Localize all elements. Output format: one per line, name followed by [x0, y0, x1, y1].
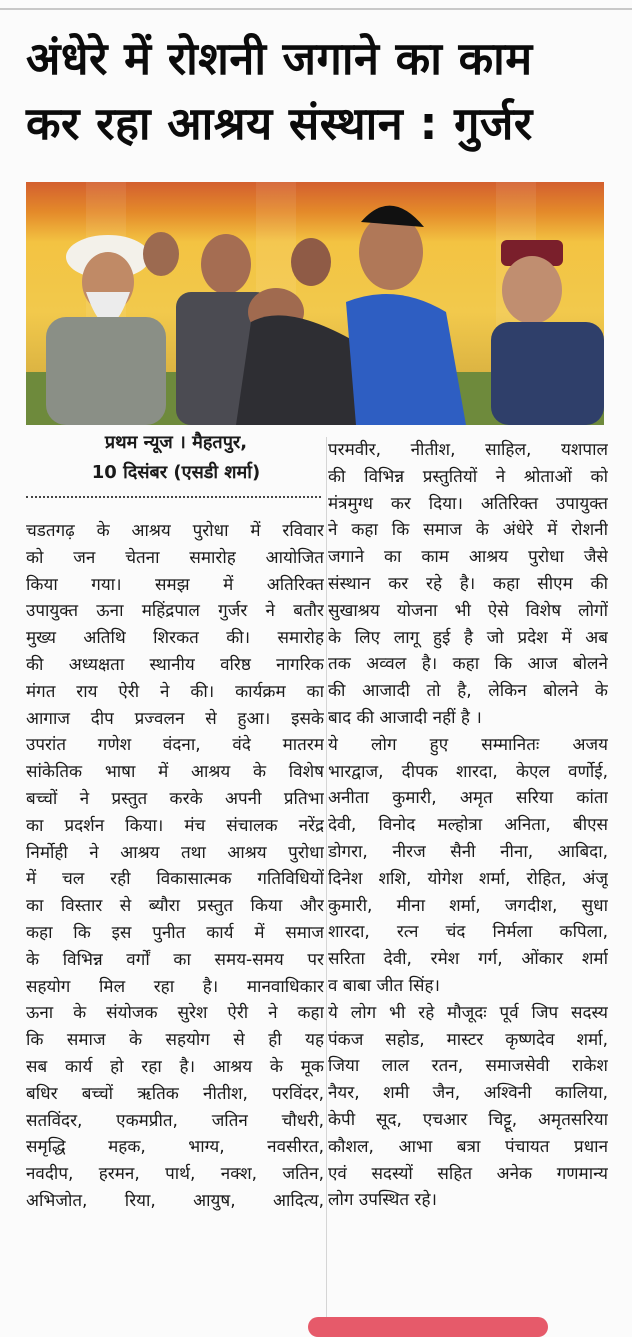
article-body-left-column	[26, 518, 324, 1215]
body-line: आगाज दीप प्रज्वलन से हुआ। इसके	[26, 708, 324, 729]
body-line: जिया लाल रतन, समाजसेवी राकेश	[328, 1056, 608, 1077]
body-line: अनीता कुमारी, अमृत सरिया कांता	[328, 788, 608, 809]
body-line: परमवीर, नीतीश, साहिल, यशपाल	[328, 440, 608, 460]
body-line: की अध्यक्षता स्थानीय वरिष्ठ नागरिक	[26, 654, 324, 675]
body-line: भारद्वाज, दीपक शारदा, केएल वर्णोई,	[328, 761, 608, 782]
body-line: के लिए लागू हुई है जो प्रदेश में अब	[328, 627, 608, 648]
body-line: केपी सूद, एचआर चिट्टू, अमृतसरिया	[328, 1109, 608, 1130]
article-headline	[26, 26, 611, 156]
body-line: दिनेश शशि, योगेश शर्मा, रोहित, अंजू	[328, 868, 608, 889]
body-line: बच्चों ने प्रस्तुत करके अपनी प्रतिभा	[26, 788, 324, 809]
body-line: को जन चेतना समारोह आयोजित	[26, 547, 324, 568]
body-line: उपायुक्त ऊना महिंद्रपाल गुर्जर ने बतौर	[26, 601, 324, 622]
body-line: पंकज सहोड, मास्टर कृष्णदेव शर्मा,	[328, 1029, 608, 1050]
body-line: समृद्धि महक, भाग्य, नवसीरत,	[26, 1137, 324, 1158]
body-line: का प्रदर्शन किया। मंच संचालक नरेंद्र	[26, 815, 324, 836]
body-line: निर्मोही ने आश्रय तथा आश्रय पुरोधा	[26, 842, 324, 863]
body-line: नैयर, शमी जैन, अश्विनी कालिया,	[328, 1083, 608, 1104]
body-line: डोगरा, नीरज सैनी नीना, आबिदा,	[328, 841, 608, 862]
body-line: में चल रही विकासात्मक गतिविधियों	[26, 869, 324, 890]
body-line: नवदीप, हरमन, पार्थ, नक्श, जतिन,	[26, 1164, 324, 1185]
body-line: के विभिन्न वर्गों का समय-समय पर	[26, 949, 324, 970]
body-line: एवं सदस्यों सहित अनेक गणमान्य	[328, 1163, 608, 1184]
body-line: कौशल, आभा बत्रा पंचायत प्रधान	[328, 1136, 608, 1157]
body-line: सहयोग मिल रहा है। मानवाधिकार	[26, 976, 324, 997]
section-lead-honored: ये लोग हुए सम्मानितः अजय	[328, 734, 608, 755]
body-line: मंगत राय ऐरी ने की। कार्यक्रम का	[26, 681, 324, 702]
byline-dotted-rule	[26, 496, 321, 498]
body-line: संस्थान कर रहे है। कहा सीएम की	[328, 573, 608, 594]
bottom-overlay-pill	[308, 1317, 548, 1337]
body-line: कुमारी, मीना शर्मा, जगदीश, सुधा	[328, 895, 608, 916]
body-line: बधिर बच्चों ऋतिक नीतीश, परविंदर,	[26, 1083, 324, 1104]
body-line: जगाने का काम आश्रय पुरोधा जैसे	[328, 547, 608, 568]
body-line: देवी, विनोद मल्होत्रा अनिता, बीएस	[328, 815, 608, 836]
byline-dateline: 10 दिसंबर (एसडी शर्मा)	[91, 462, 261, 483]
byline	[26, 428, 326, 488]
body-line: किया गया। समझ में अतिरिक्त	[26, 574, 324, 595]
body-line: सांकेतिक भाषा में आश्रय के विशेष	[26, 762, 324, 783]
body-line: कहा कि इस पुनीत कार्य में समाज	[26, 922, 324, 943]
event-photo	[26, 182, 604, 425]
body-line: का विस्तार से ब्यौरा प्रस्तुत किया और	[26, 896, 324, 917]
body-line: मुख्य अतिथि शिरकत की। समारोह	[26, 628, 324, 649]
body-line: ऊना के संयोजक सुरेश ऐरी ने कहा	[26, 1003, 324, 1024]
body-line: कि समाज के सहयोग से ही यह	[26, 1030, 324, 1051]
body-line: मंत्रमुग्ध कर दिया। अतिरिक्त उपायुक्त	[328, 493, 608, 514]
top-rule	[0, 8, 632, 10]
byline-source: प्रथम न्यूज । मैहतपुर,	[104, 432, 248, 453]
body-line: चडतगढ़ के आश्रय पुरोधा में रविवार	[26, 521, 324, 541]
body-line: लोग उपस्थित रहे।	[328, 1190, 437, 1211]
headline-line-1: अंधेरे में रोशनी जगाने का काम	[26, 32, 533, 85]
body-line: उपरांत गणेश वंदना, वंदे मातरम	[26, 735, 324, 756]
body-line: अभिजोत, रिया, आयुष, आदित्य,	[26, 1190, 324, 1211]
body-line: बाद की आजादी नहीं है ।	[328, 707, 482, 728]
body-line: तक अव्वल है। कहा कि आज बोलने	[328, 654, 608, 675]
article-body-right-column	[328, 437, 608, 1214]
headline-line-2: कर रहा आश्रय संस्थान : गुर्जर	[26, 97, 533, 150]
photo-illustration	[26, 182, 604, 425]
body-line: सुखाश्रय योजना भी ऐसे विशेष लोगों	[328, 600, 608, 621]
body-line: ने कहा कि समाज के अंधेरे में रोशनी	[328, 520, 608, 541]
section-lead-present: ये लोग भी रहे मौजूदः पूर्व जिप सदस्य	[328, 1002, 608, 1023]
body-line: व बाबा जीत सिंह।	[328, 975, 440, 996]
body-line: सतविंदर, एकमप्रीत, जतिन चौधरी,	[26, 1110, 324, 1131]
body-line: सब कार्य हो रहा है। आश्रय के मूक	[26, 1056, 324, 1077]
body-line: शारदा, रत्न चंद निर्मला कपिला,	[328, 922, 608, 943]
body-line: की आजादी तो है, लेकिन बोलने के	[328, 681, 608, 702]
body-line: सरिता देवी, रमेश गर्ग, ओंकार शर्मा	[328, 949, 608, 970]
body-line: की विभिन्न प्रस्तुतियों ने श्रोताओं को	[328, 466, 608, 487]
column-divider	[326, 437, 327, 1317]
